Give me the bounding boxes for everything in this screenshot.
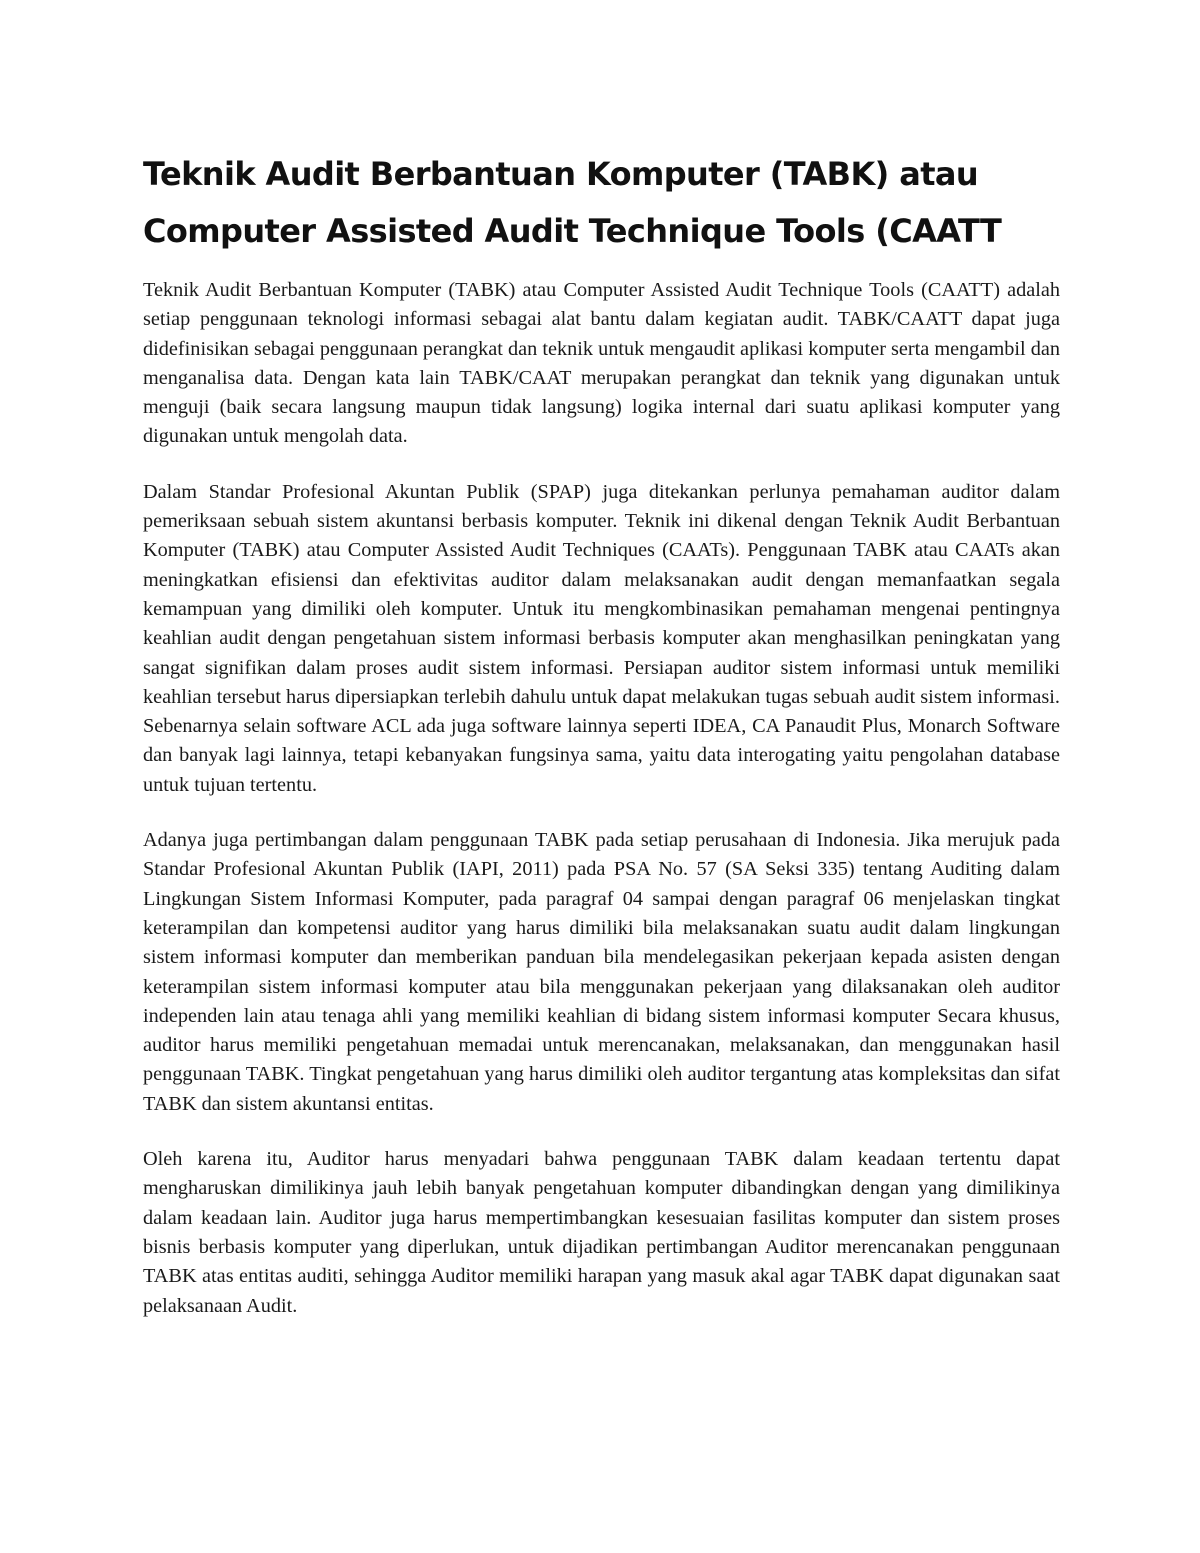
- page-title: Teknik Audit Berbantuan Komputer (TABK) atau Computer Assisted Audit Technique Tools (CAATT: [143, 155, 1002, 250]
- paragraph-definition: Teknik Audit Berbantuan Komputer (TABK) atau Computer Assisted Audit Technique Tools (CAATT) adalah setiap penggunaan teknologi informasi sebagai alat bantu dalam kegiatan audit. TABK/CAATT dapat juga didefinisikan sebagai penggunaan perangkat dan teknik untuk mengaudit aplikasi komputer serta mengambil dan menganalisa data. Dengan kata lain TABK/CAAT merupakan perangkat dan teknik yang digunakan untuk menguji (baik secara langsung maupun tidak langsung) logika internal dari suatu aplikasi komputer yang digunakan untuk mengolah data.: [143, 279, 1060, 448]
- paragraph-considerations: Adanya juga pertimbangan dalam penggunaan TABK pada setiap perusahaan di Indonesia. Jika merujuk pada Standar Profesional Akuntan Publik (IAPI, 2011) pada PSA No. 57 (SA Seksi 335) tentang Auditing dalam Lingkungan Sistem Informasi Komputer, pada paragraf 04 sampai dengan paragraf 06 menjelaskan tingkat keterampilan dan kompetensi auditor yang harus dimiliki bila melaksanakan suatu audit dalam lingkungan sistem informasi komputer dan memberikan panduan bila mendelegasikan pekerjaan kepada asisten dengan keterampilan sistem informasi komputer atau bila menggunakan pekerjaan yang dilaksanakan oleh auditor independen lain atau tenaga ahli yang memiliki keahlian di bidang sistem informasi komputer Secara khusus, auditor harus memiliki pengetahuan memadai untuk merencanakan, melaksanakan, dan menggunakan hasil penggunaan TABK. Tingkat pengetahuan yang harus dimiliki oleh auditor tergantung atas kompleksitas dan sifat TABK dan sistem akuntansi entitas.: [143, 829, 1060, 1115]
- paragraph-spap: Dalam Standar Profesional Akuntan Publik (SPAP) juga ditekankan perlunya pemahaman auditor dalam pemeriksaan sebuah sistem akuntansi berbasis komputer. Teknik ini dikenal dengan Teknik Audit Berbantuan Komputer (TABK) atau Computer Assisted Audit Techniques (CAATs). Penggunaan TABK atau CAATs akan meningkatkan efisiensi dan efektivitas auditor dalam melaksanakan audit dengan memanfaatkan segala kemampuan yang dimiliki oleh komputer. Untuk itu mengkombinasikan pemahaman mengenai pentingnya keahlian audit dengan pengetahuan sistem informasi berbasis komputer akan menghasilkan peningkatan yang sangat signifikan dalam proses audit sistem informasi. Persiapan auditor sistem informasi untuk memiliki keahlian tersebut harus dipersiapkan terlebih dahulu untuk dapat melakukan tugas sebuah audit sistem informasi. Sebenarnya selain software ACL ada juga software lainnya seperti IDEA, CA Panaudit Plus, Monarch Software dan banyak lagi lainnya, tetapi kebanyakan fungsinya sama, yaitu data interogating yaitu pengolahan database untuk tujuan tertentu.: [143, 480, 1060, 796]
- document-body: [143, 146, 1060, 1347]
- paragraph-conclusion: Oleh karena itu, Auditor harus menyadari bahwa penggunaan TABK dalam keadaan tertentu dapat mengharuskan dimilikinya jauh lebih banyak pengetahuan komputer dibandingkan dengan yang dimilikinya dalam keadaan lain. Auditor juga harus mempertimbangkan kesesuaian fasilitas komputer dan sistem proses bisnis berbasis komputer yang diperlukan, untuk dijadikan pertimbangan Auditor merencanakan penggunaan TABK atas entitas auditi, sehingga Auditor memiliki harapan yang masuk akal agar TABK dapat digunakan saat pelaksanaan Audit.: [143, 1148, 1060, 1317]
